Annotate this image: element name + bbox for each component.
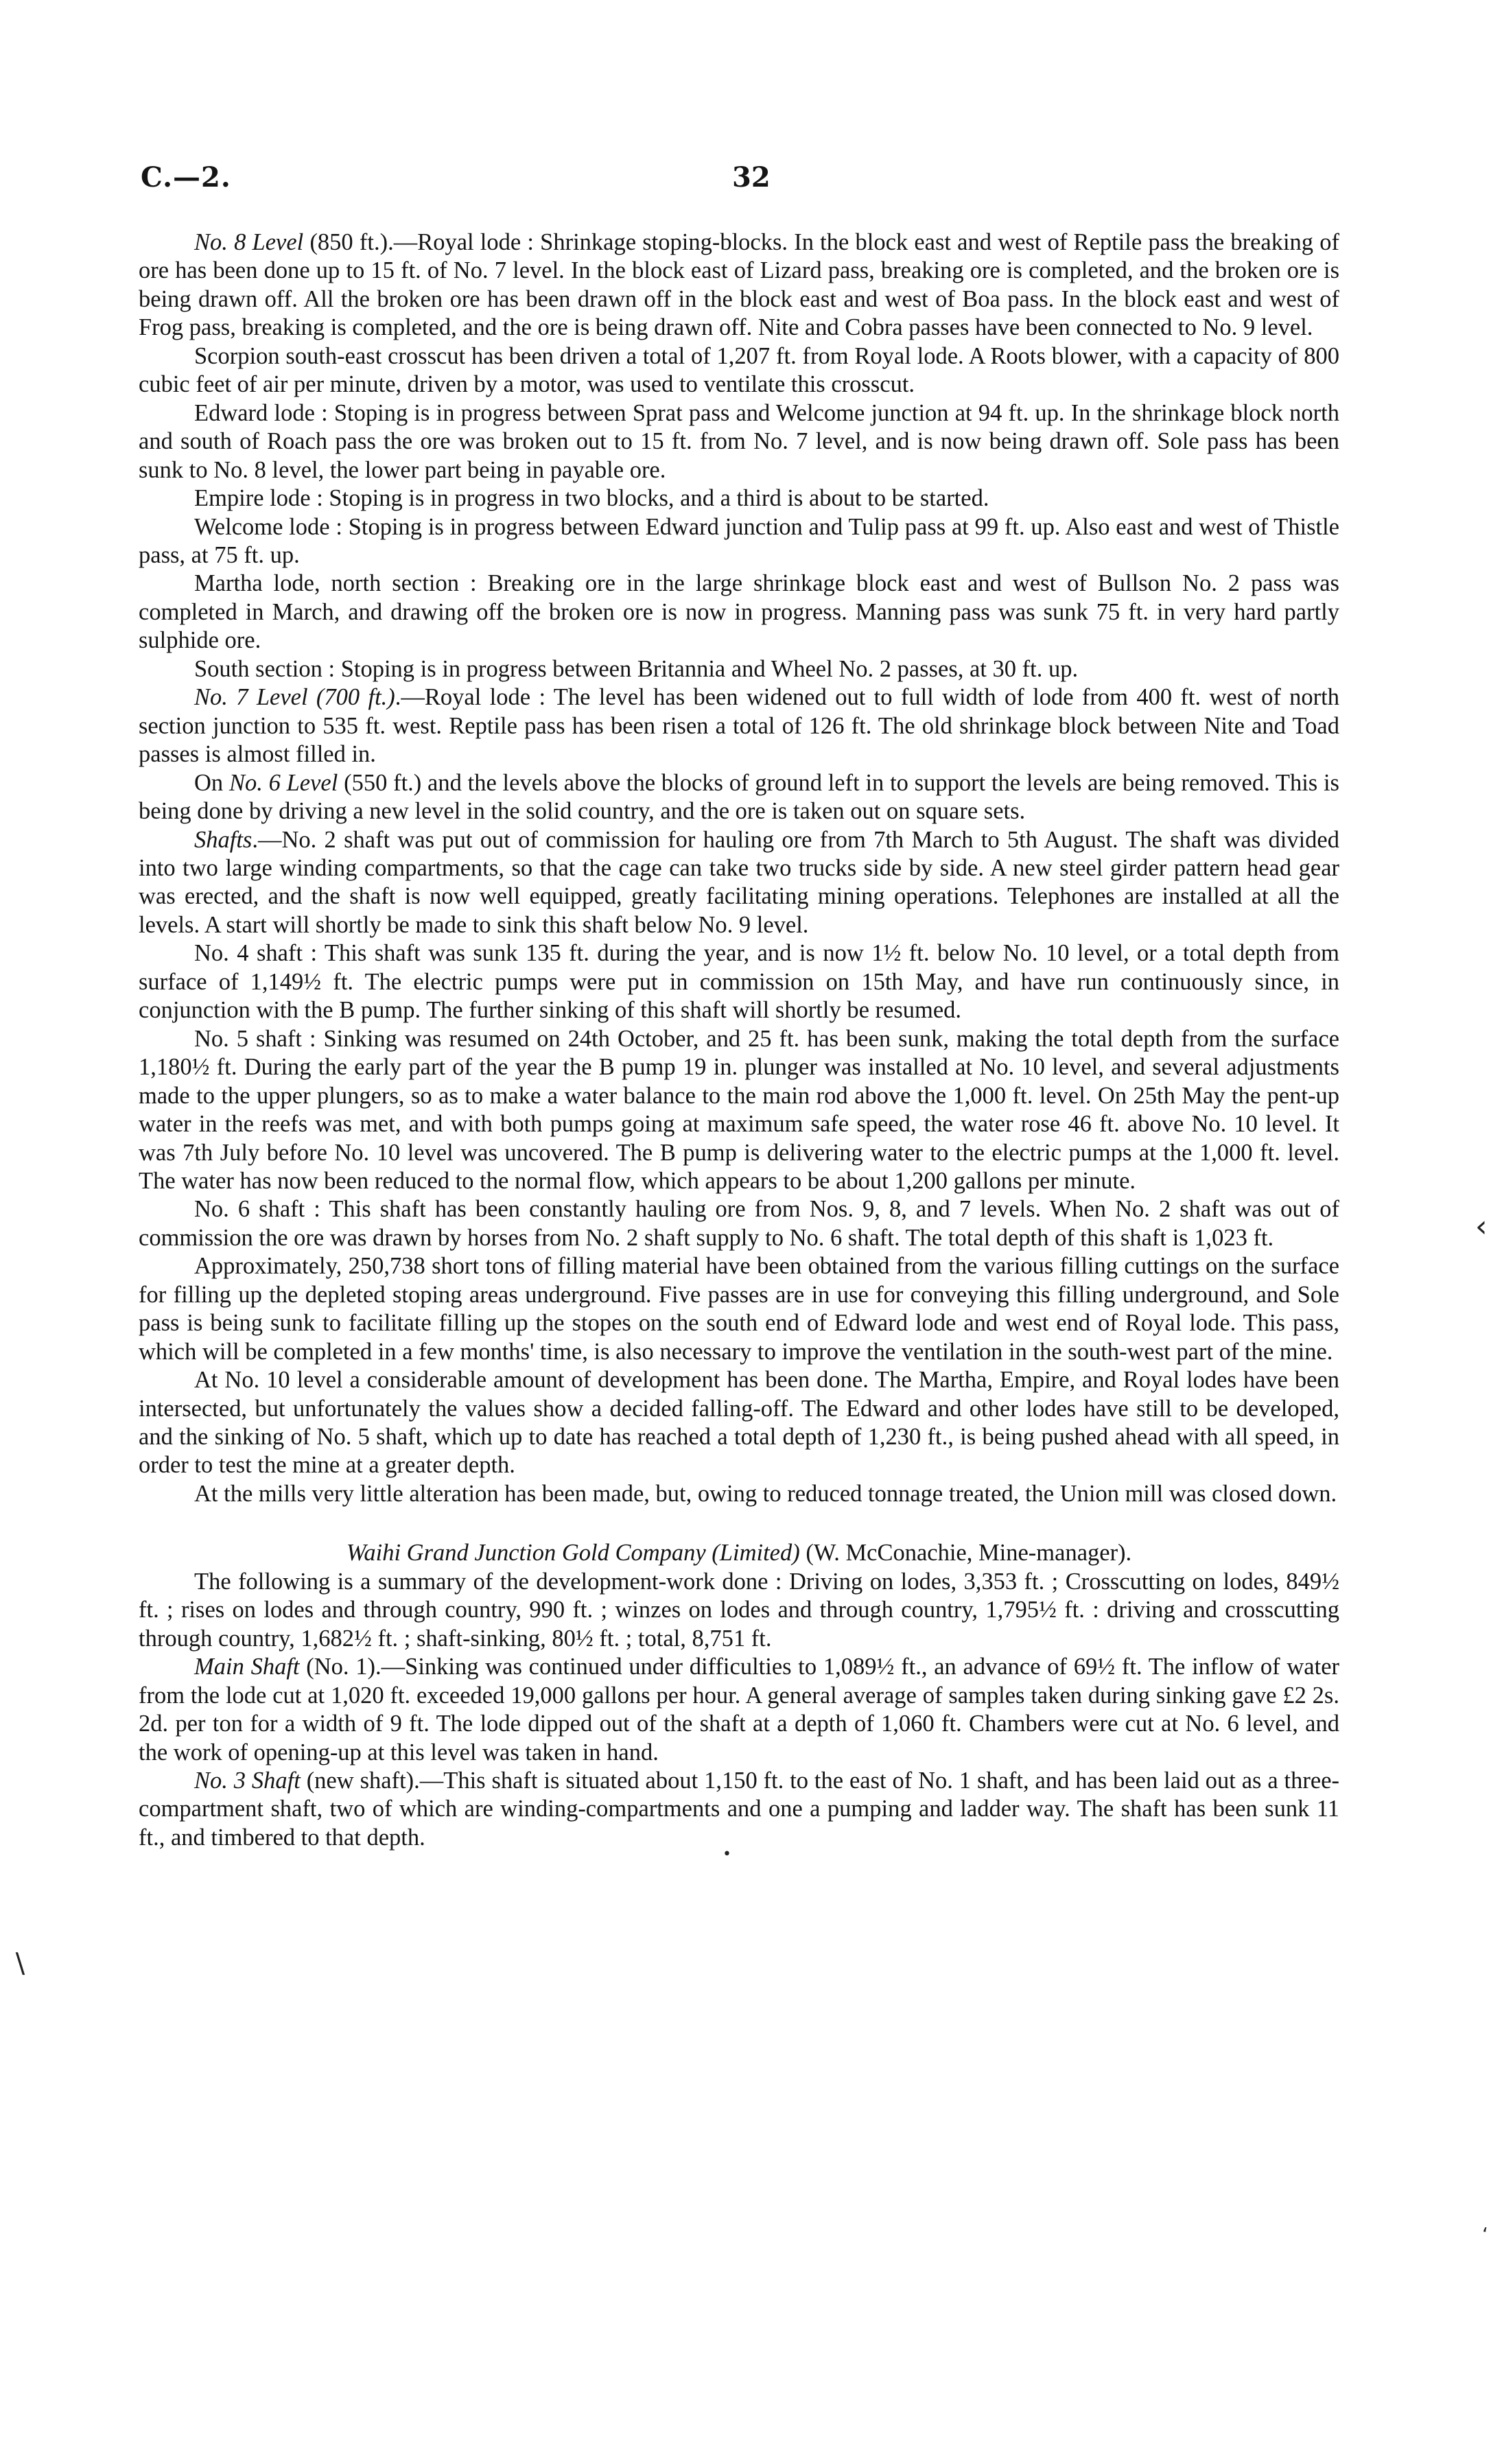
paragraph: Empire lode : Stoping is in progress in two blocks, and a third is about to be started.	[194, 485, 989, 512]
company-name: Waihi Grand Junction Gold Company (Limited)	[346, 1540, 800, 1567]
page-number: 32	[732, 161, 771, 193]
paragraph: Approximately, 250,738 short tons of filling material have been obtained from the various filling cuttings on the surface for filling up the depleted stoping areas underground. Five passes are in use for conveying this filling underground, and Sole pass is being sunk to facilitate filling up the stopes on the south end of Edward lode and west end of Royal lode. This pass, which will be completed in a few months' time, is also necessary to improve the ventilation in the south-west part of the mine.	[139, 1253, 1339, 1365]
paragraph: The following is a summary of the development-work done : Driving on lodes, 3,353 ft. ; Crosscutting on lodes, 849½ ft. ; rises on lodes and through country, 990 ft. ; winzes on lodes and through country, 1,795½ ft. : driving and crosscutting through country, 1,682½ ft. ; shaft-sinking, 80½ ft. ; total, 8,751 ft.	[139, 1568, 1339, 1652]
paragraph: Scorpion south-east crosscut has been driven a total of 1,207 ft. from Royal lode. A Roots blower, with a capacity of 800 cubic feet of air per minute, driven by a motor, was used to ventilate this crosscut.	[139, 342, 1339, 398]
paragraph: Welcome lode : Stoping is in progress between Edward junction and Tulip pass at 99 ft. up. Also east and west of Thistle pass, at 75 ft. up.	[139, 513, 1339, 568]
section-gap	[139, 1508, 1339, 1539]
paragraph: No. 3 Shaft (new shaft).—This shaft is situated about 1,150 ft. to the east of No. 1 shaft, and has been laid out as a three-compartment shaft, two of which are winding-compartments and one a pumping and ladder way. The shaft has been sunk 11 ft., and timbered to that depth.	[139, 1768, 1339, 1851]
paragraph: No. 7 Level (700 ft.).—Royal lode : The level has been widened out to full width of lode from 400 ft. west of north section junction to 535 ft. west. Reptile pass has been risen a total of 126 ft. The old shrinkage block between Nite and Toad passes is almost filled in.	[139, 684, 1339, 768]
paragraph: Shafts.—No. 2 shaft was put out of commission for hauling ore from 7th March to 5th August. The shaft was divided into two large winding compartments, so that the cage can take two trucks side by side. A new steel girder pattern head gear was erected, and the shaft is now well equipped, greatly facilitating mining operations. Telephones are installed at all the levels. A start will shortly be made to sink this shaft below No. 9 level.	[139, 826, 1339, 938]
scan-mark: ‘	[1482, 2223, 1488, 2246]
paragraph: At No. 10 level a considerable amount of development has been done. The Martha, Empire, and Royal lodes have been intersected, but unfortunately the values show a decided falling-off. The Edward and other lodes have still to be developed, and the sinking of No. 5 shaft, which up to date has reached a total depth of 1,230 ft., is being pushed ahead with all speed, in order to test the mine at a greater depth.	[139, 1367, 1339, 1479]
paragraph: Main Shaft (No. 1).—Sinking was continued under difficulties to 1,089½ ft., an advance of 69½ ft. The inflow of water from the lode cut at 1,020 ft. exceeded 19,000 gallons per hour. A general average of samples taken during sinking gave £2 2s. 2d. per ton for a width of 9 ft. The lode dipped out of the shaft at a depth of 1,060 ft. Chambers were cut at No. 6 level, and the work of opening-up at this level was taken in hand.	[139, 1654, 1339, 1765]
paragraph: South section : Stoping is in progress between Britannia and Wheel No. 2 passes, at 30 ft. up.	[194, 655, 1079, 682]
page-header	[141, 161, 1341, 202]
paragraph: No. 5 shaft : Sinking was resumed on 24th October, and 25 ft. has been sunk, making the total depth from the surface 1,180½ ft. During the early part of the year the B pump 19 in. plunger was installed at No. 10 level, and several adjustments made to the upper plungers, so as to make a water balance to the main rod above the 1,000 ft. level. On 25th May the pent-up water in the reefs was met, and with both pumps going at maximum safe speed, the water rose 46 ft. above No. 10 level. It was 7th July before No. 10 level was uncovered. The B pump is delivering water to the electric pumps at the 1,000 ft. level. The water has now been reduced to the normal flow, which appears to be about 1,200 gallons per minute.	[139, 1025, 1339, 1194]
scan-mark: •	[723, 1846, 731, 1863]
paragraph: No. 4 shaft : This shaft was sunk 135 ft. during the year, and is now 1½ ft. below No. 10 level, or a total depth from surface of 1,149½ ft. The electric pumps were put in commission on 15th May, and have run continuously since, in conjunction with the B pump. The further sinking of this shaft will shortly be resumed.	[139, 940, 1339, 1024]
paragraph: At the mills very little alteration has been made, but, owing to reduced tonnage treated, the Union mill was closed down.	[194, 1480, 1337, 1507]
paragraph: Edward lode : Stoping is in progress between Sprat pass and Welcome junction at 94 ft. up. In the shrinkage block north and south of Roach pass the ore was broken out to 15 ft. from No. 7 level, and is now being drawn off. Sole pass has been sunk to No. 8 level, the lower part being in payable ore.	[139, 399, 1339, 483]
paragraph: No. 8 Level (850 ft.).—Royal lode : Shrinkage stoping-blocks. In the block east and west of Reptile pass the breaking of ore has been done up to 15 ft. of No. 7 level. In the block east of Lizard pass, breaking ore is completed, and the broken ore is being drawn off. All the broken ore has been drawn off in the block east and west of Boa pass. In the block east and west of Frog pass, breaking is completed, and the ore is being drawn off. Nite and Cobra passes have been connected to No. 9 level.	[139, 229, 1339, 341]
scan-mark: ‹	[1475, 1209, 1488, 1244]
report-code: C.—2.	[141, 161, 231, 193]
paragraph: Martha lode, north section : Breaking ore in the large shrinkage block east and west of Bullson No. 2 pass was completed in March, and drawing off the broken ore is now in progress. Manning pass was sunk 75 ft. in very hard partly sulphide ore.	[139, 570, 1339, 654]
section-heading	[139, 1539, 1339, 1567]
paragraph: On No. 6 Level (550 ft.) and the levels above the blocks of ground left in to support the levels are being removed. This is being done by driving a new level in the solid country, and the ore is taken out on square sets.	[139, 769, 1339, 825]
mine-manager: (W. McConachie, Mine-manager).	[799, 1540, 1132, 1567]
paragraph: No. 6 shaft : This shaft has been constantly hauling ore from Nos. 9, 8, and 7 levels. When No. 2 shaft was out of commission the ore was drawn by horses from No. 2 shaft supply to No. 6 shaft. The total depth of this shaft is 1,023 ft.	[139, 1196, 1339, 1251]
body-text	[139, 228, 1339, 1852]
scan-mark: ∖	[10, 1949, 28, 1980]
